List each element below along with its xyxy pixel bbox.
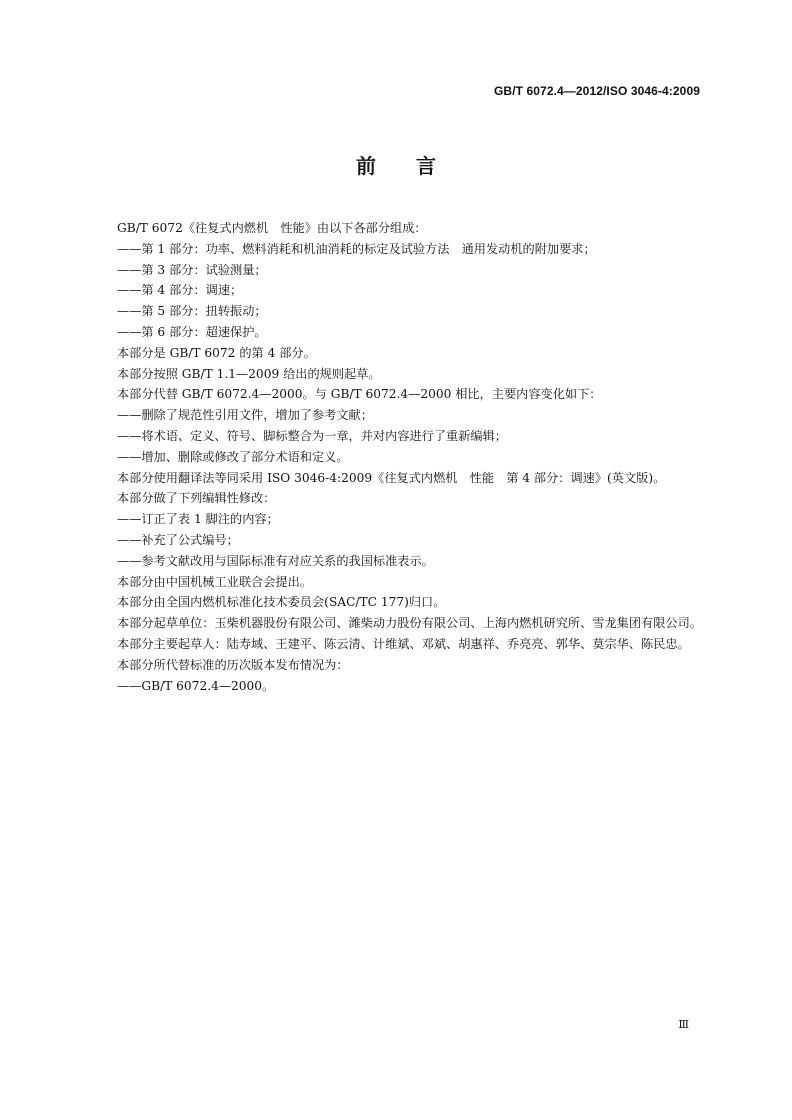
list-item-edit-2: ——补充了公式编号； [117,532,239,547]
paragraph-main-drafters: 本部分主要起草人：陆寿域、王建平、陈云清、计维斌、邓斌、胡惠祥、乔亮亮、郭华、莫宗华、陈民忠。 [117,636,690,651]
standard-number-header: GB/T 6072.4—2012/ISO 3046-4:2009 [494,84,700,98]
list-item-change-1: ——删除了规范性引用文件，增加了参考文献； [117,408,373,423]
list-item-change-2: ——将术语、定义、符号、脚标整合为一章，并对内容进行了重新编辑； [117,428,507,443]
paragraph-under-jurisdiction: 本部分由全国内燃机标准化技术委员会(SAC/TC 177)归口。 [117,595,446,610]
list-item-previous-edition: ——GB/T 6072.4—2000。 [117,678,275,693]
list-item-part-6: ——第 6 部分：超速保护。 [117,324,267,339]
paragraph-translation-method: 本部分使用翻译法等同采用 ISO 3046-4:2009《往复式内燃机 性能 第 4 部分：调速》(英文版)。 [117,470,666,485]
foreword-body [90,218,704,696]
list-item-edit-3: ——参考文献改用与国际标准有对应关系的我国标准表示。 [117,553,434,568]
paragraph-previous-editions: 本部分所代替标准的历次版本发布情况为： [117,657,349,672]
paragraph-series-intro: GB/T 6072《往复式内燃机 性能》由以下各部分组成： [117,221,427,235]
paragraph-part-statement: 本部分是 GB/T 6072 的第 4 部分。 [117,345,316,360]
list-item-part-5: ——第 5 部分：扭转振动； [117,304,267,319]
list-item-change-3: ——增加、删除或修改了部分术语和定义。 [117,449,349,464]
paragraph-proposed-by: 本部分由中国机械工业联合会提出。 [117,574,312,589]
paragraph-drafting-units: 本部分起草单位：玉柴机器股份有限公司、潍柴动力股份有限公司、上海内燃机研究所、雪龙集团有限公司。 [117,616,702,631]
list-item-part-3: ——第 3 部分：试验测量； [117,262,267,277]
page-title: 前言 [356,154,476,178]
list-item-edit-1: ——订正了表 1 脚注的内容； [117,512,279,527]
list-item-part-4: ——第 4 部分：调速； [117,283,243,298]
list-item-part-1: ——第 1 部分：功率、燃料消耗和机油消耗的标定及试验方法 通用发动机的附加要求； [117,241,596,256]
paragraph-editorial-changes: 本部分做了下列编辑性修改： [117,491,276,506]
paragraph-drafting-rules: 本部分按照 GB/T 1.1—2009 给出的规则起草。 [117,366,381,381]
paragraph-replaces: 本部分代替 GB/T 6072.4—2000。与 GB/T 6072.4—2000 相比，主要内容变化如下： [117,387,602,402]
page-number: Ⅲ [678,1018,689,1031]
